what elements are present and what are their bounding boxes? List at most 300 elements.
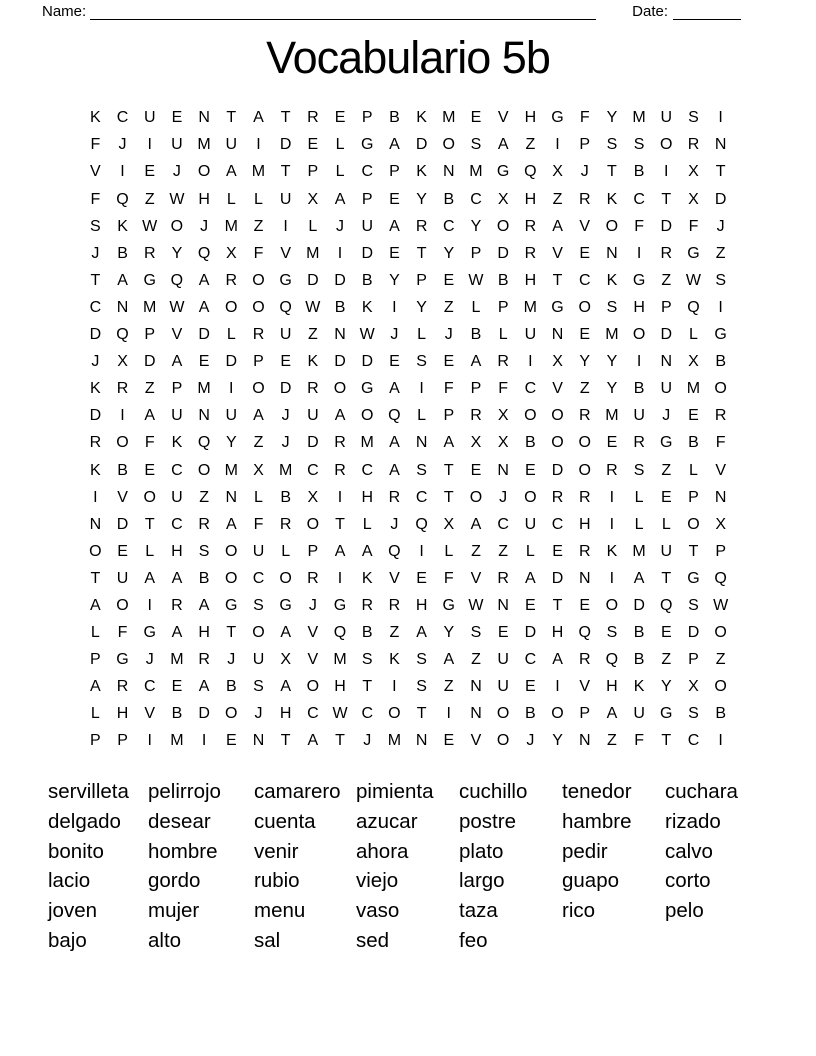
word-item: lacio	[48, 869, 91, 893]
grid-letter: O	[89, 542, 102, 560]
grid-letter: T	[335, 732, 345, 750]
word-item: bonito	[48, 839, 104, 863]
grid-letter: Z	[144, 380, 155, 398]
word-item: pimienta	[356, 780, 434, 803]
grid-letter: A	[334, 407, 346, 425]
grid-letter: T	[661, 569, 672, 587]
grid-letter: K	[606, 271, 618, 289]
grid-letter: K	[90, 109, 101, 127]
word-item: cuchillo	[459, 780, 528, 803]
grid-letter: P	[579, 705, 591, 723]
grid-letter: J	[390, 326, 399, 344]
grid-letter: L	[525, 542, 535, 560]
grid-letter: Z	[199, 488, 209, 506]
grid-letter: I	[664, 163, 669, 181]
date-label: Date:	[632, 3, 668, 20]
grid-letter: U	[524, 326, 537, 344]
grid-letter: S	[606, 136, 618, 154]
grid-letter: H	[633, 298, 645, 316]
word-item: ahora	[356, 839, 409, 863]
grid-letter: W	[305, 298, 321, 316]
grid-letter: C	[415, 488, 428, 506]
grid-letter: G	[279, 596, 292, 614]
grid-letter: X	[443, 515, 455, 533]
grid-letter: P	[688, 488, 699, 506]
grid-letter: A	[389, 380, 400, 398]
grid-letter: N	[415, 434, 428, 452]
word-item: guapo	[562, 869, 620, 893]
grid-letter: Z	[253, 434, 264, 452]
grid-letter: W	[142, 217, 158, 235]
word-item: gordo	[148, 869, 201, 893]
grid-letter: T	[416, 244, 427, 262]
grid-letter: G	[360, 380, 374, 398]
grid-letter: C	[551, 515, 564, 533]
grid-letter: T	[362, 678, 373, 696]
grid-letter: P	[497, 298, 509, 316]
word-item: camarero	[254, 780, 341, 803]
grid-letter: H	[578, 515, 591, 533]
grid-letter: Y	[606, 380, 618, 398]
grid-letter: Q	[415, 515, 428, 533]
grid-letter: P	[470, 380, 482, 398]
grid-letter: S	[416, 353, 427, 371]
grid-letter: O	[225, 569, 238, 587]
grid-letter: W	[468, 596, 484, 614]
grid-letter: L	[281, 542, 291, 560]
grid-letter: X	[688, 678, 699, 696]
grid-letter: M	[469, 163, 483, 181]
grid-letter: Z	[525, 136, 536, 154]
grid-letter: M	[197, 136, 211, 154]
grid-letter: S	[470, 624, 482, 642]
grid-letter: T	[226, 109, 237, 127]
grid-letter: A	[198, 271, 210, 289]
grid-letter: D	[198, 326, 210, 344]
grid-letter: S	[688, 705, 699, 723]
grid-letter: Y	[225, 434, 237, 452]
word-item: cuchara	[665, 780, 738, 803]
grid-letter: E	[606, 434, 618, 452]
grid-letter: D	[198, 705, 210, 723]
grid-letter: W	[713, 596, 729, 614]
grid-letter: E	[525, 461, 536, 479]
grid-letter: P	[144, 326, 156, 344]
grid-letter: K	[90, 380, 101, 398]
grid-letter: I	[337, 569, 343, 587]
grid-letter: J	[336, 217, 345, 235]
grid-letter: V	[144, 705, 156, 723]
word-item: delgado	[48, 809, 121, 833]
grid-letter: U	[116, 569, 129, 587]
grid-letter: X	[225, 244, 237, 262]
grid-letter: Q	[116, 326, 129, 344]
grid-letter: Z	[579, 380, 590, 398]
grid-letter: Z	[307, 326, 318, 344]
grid-letter: H	[334, 678, 346, 696]
grid-letter: A	[552, 217, 563, 235]
grid-letter: E	[171, 109, 183, 127]
grid-letter: J	[308, 596, 317, 614]
grid-letter: U	[252, 542, 265, 560]
grid-letter: B	[525, 434, 536, 452]
grid-letter: T	[552, 596, 563, 614]
grid-letter: J	[227, 651, 236, 669]
grid-letter: T	[90, 569, 101, 587]
grid-letter: Q	[605, 651, 619, 669]
grid-letter: O	[225, 705, 238, 723]
grid-letter: R	[279, 515, 292, 533]
grid-letter: P	[715, 542, 726, 560]
grid-letter: I	[120, 407, 125, 425]
word-item: bajo	[48, 928, 87, 952]
grid-letter: I	[609, 488, 615, 506]
grid-letter: H	[116, 705, 129, 723]
grid-letter: A	[225, 163, 237, 181]
grid-letter: O	[578, 434, 591, 452]
grid-letter: F	[117, 624, 128, 642]
grid-letter: O	[116, 596, 129, 614]
grid-letter: I	[256, 136, 261, 154]
grid-letter: I	[528, 353, 533, 371]
grid-letter: J	[363, 732, 372, 750]
grid-letter: O	[714, 380, 727, 398]
word-item: pedir	[562, 839, 608, 863]
grid-letter: W	[169, 190, 185, 208]
word-item-empty	[562, 926, 665, 956]
grid-letter: B	[117, 244, 128, 262]
grid-letter: Z	[715, 244, 726, 262]
grid-letter: Z	[661, 461, 672, 479]
grid-letter: C	[443, 217, 455, 235]
grid-letter: E	[389, 244, 400, 262]
grid-letter: I	[147, 732, 152, 750]
grid-letter: E	[443, 271, 455, 289]
grid-letter: I	[93, 488, 98, 506]
grid-letter: R	[388, 488, 401, 506]
grid-letter: T	[443, 488, 454, 506]
grid-letter: S	[688, 596, 699, 614]
grid-letter: V	[552, 380, 563, 398]
grid-letter: V	[307, 651, 319, 669]
grid-letter: A	[225, 515, 237, 533]
grid-letter: L	[254, 488, 263, 506]
grid-letter: I	[201, 732, 207, 750]
grid-letter: B	[497, 271, 509, 289]
grid-letter: Y	[416, 190, 427, 208]
grid-letter: B	[633, 380, 645, 398]
grid-letter: V	[470, 732, 482, 750]
grid-letter: E	[579, 244, 591, 262]
grid-letter: Y	[171, 244, 183, 262]
grid-letter: R	[198, 515, 210, 533]
grid-letter: F	[90, 136, 101, 154]
grid-letter: O	[605, 217, 619, 235]
grid-letter: J	[200, 217, 209, 235]
grid-letter: D	[225, 353, 238, 371]
grid-letter: Z	[607, 732, 617, 750]
grid-letter: A	[470, 515, 482, 533]
grid-letter: R	[388, 596, 401, 614]
grid-letter: D	[714, 190, 727, 208]
grid-letter: O	[252, 298, 265, 316]
grid-letter: A	[280, 678, 291, 696]
grid-letter: V	[552, 244, 563, 262]
grid-letter: D	[551, 569, 564, 587]
grid-letter: E	[416, 569, 427, 587]
grid-letter: A	[198, 678, 210, 696]
grid-letter: B	[334, 298, 346, 316]
grid-letter: N	[89, 515, 102, 533]
grid-letter: B	[633, 163, 645, 181]
grid-letter: J	[580, 163, 589, 181]
grid-letter: I	[147, 596, 152, 614]
grid-letter: L	[689, 326, 698, 344]
grid-letter: H	[279, 705, 292, 723]
grid-letter: C	[361, 163, 373, 181]
grid-letter: O	[143, 488, 156, 506]
word-item: mujer	[148, 899, 200, 923]
grid-letter: L	[226, 326, 236, 344]
grid-letter: O	[632, 326, 646, 344]
grid-letter: L	[362, 515, 372, 533]
grid-letter: B	[389, 109, 400, 127]
grid-letter: X	[688, 190, 699, 208]
grid-letter: Q	[333, 624, 347, 642]
grid-letter: A	[198, 298, 210, 316]
word-item: cuenta	[254, 809, 316, 833]
grid-letter: A	[280, 624, 291, 642]
grid-letter: A	[171, 569, 183, 587]
grid-letter: Q	[524, 163, 537, 181]
word-item: rico	[562, 899, 596, 923]
grid-letter: N	[415, 732, 428, 750]
grid-letter: O	[360, 407, 374, 425]
grid-letter: S	[361, 651, 373, 669]
grid-letter: T	[443, 461, 454, 479]
grid-letter: B	[361, 271, 373, 289]
grid-letter: C	[116, 109, 129, 127]
grid-letter: F	[253, 244, 264, 262]
grid-letter: V	[470, 569, 482, 587]
word-item: desear	[148, 809, 211, 833]
grid-letter: Z	[443, 678, 454, 696]
grid-letter: R	[578, 407, 591, 425]
grid-letter: L	[417, 407, 427, 425]
header	[0, 0, 816, 20]
grid-letter: N	[443, 163, 455, 181]
grid-letter: B	[361, 624, 373, 642]
grid-letter: S	[715, 271, 726, 289]
grid-letter: O	[578, 461, 591, 479]
grid-letter: T	[335, 515, 345, 533]
grid-letter: P	[307, 163, 319, 181]
grid-letter: D	[143, 353, 156, 371]
grid-letter: P	[660, 298, 672, 316]
grid-letter: Y	[660, 678, 672, 696]
grid-letter: I	[419, 542, 424, 560]
grid-letter: P	[579, 136, 591, 154]
grid-letter: S	[633, 136, 645, 154]
grid-letter: N	[252, 732, 265, 750]
grid-letter: A	[552, 651, 563, 669]
grid-letter: H	[524, 271, 537, 289]
grid-letter: K	[361, 569, 373, 587]
grid-letter: R	[578, 190, 591, 208]
grid-letter: O	[496, 217, 510, 235]
grid-letter: C	[633, 190, 645, 208]
grid-letter: D	[660, 326, 673, 344]
grid-letter: A	[334, 190, 346, 208]
grid-letter: H	[198, 190, 210, 208]
grid-letter: J	[281, 407, 290, 425]
grid-letter: R	[660, 244, 673, 262]
grid-letter: H	[198, 624, 210, 642]
grid-letter: K	[117, 217, 128, 235]
word-item: sal	[254, 928, 281, 952]
grid-letter: D	[334, 353, 346, 371]
grid-letter: E	[225, 732, 237, 750]
grid-letter: Z	[253, 217, 264, 235]
grid-letter: U	[633, 705, 645, 723]
grid-letter: F	[634, 732, 644, 750]
grid-letter: I	[718, 298, 723, 316]
grid-letter: U	[524, 515, 537, 533]
grid-letter: B	[443, 190, 455, 208]
grid-letter: A	[144, 569, 156, 587]
grid-letter: F	[253, 515, 264, 533]
grid-letter: E	[579, 596, 591, 614]
grid-letter: D	[660, 217, 673, 235]
grid-letter: C	[361, 705, 373, 723]
grid-letter: O	[469, 488, 483, 506]
grid-letter: S	[90, 217, 101, 235]
grid-letter: F	[715, 434, 726, 452]
grid-letter: M	[306, 244, 320, 262]
grid-letter: M	[278, 461, 293, 479]
grid-letter: L	[498, 326, 508, 344]
grid-letter: O	[225, 542, 238, 560]
grid-letter: E	[470, 109, 482, 127]
grid-letter: A	[90, 678, 101, 696]
grid-letter: L	[661, 515, 671, 533]
word-item: postre	[459, 809, 516, 833]
grid-letter: T	[661, 190, 672, 208]
grid-letter: R	[307, 109, 319, 127]
grid-letter: K	[307, 353, 319, 371]
grid-letter: Z	[661, 651, 672, 669]
grid-letter: I	[718, 732, 723, 750]
grid-letter: G	[660, 705, 673, 723]
grid-letter: A	[253, 109, 264, 127]
grid-letter: S	[416, 461, 427, 479]
grid-letter: Y	[470, 217, 482, 235]
grid-letter: U	[171, 488, 183, 506]
grid-letter: O	[714, 624, 727, 642]
grid-letter: N	[606, 244, 618, 262]
grid-letter: A	[443, 434, 455, 452]
grid-letter: O	[442, 136, 455, 154]
grid-letter: F	[443, 380, 454, 398]
grid-letter: E	[280, 353, 291, 371]
grid-letter: C	[307, 461, 319, 479]
grid-letter: G	[687, 569, 700, 587]
grid-letter: V	[171, 326, 183, 344]
word-item: azucar	[356, 809, 418, 833]
grid-letter: R	[307, 569, 319, 587]
grid-letter: Y	[443, 244, 455, 262]
grid-letter: C	[470, 190, 482, 208]
grid-letter: K	[389, 651, 400, 669]
grid-letter: D	[361, 244, 373, 262]
grid-letter: H	[551, 624, 564, 642]
grid-letter: T	[90, 271, 101, 289]
grid-letter: S	[416, 678, 427, 696]
grid-letter: L	[308, 217, 318, 235]
grid-letter: X	[280, 651, 291, 669]
word-item: rubio	[254, 869, 300, 893]
grid-letter: J	[172, 163, 181, 181]
grid-letter: F	[579, 109, 590, 127]
grid-letter: U	[660, 542, 673, 560]
grid-letter: P	[688, 651, 699, 669]
grid-letter: S	[688, 109, 699, 127]
grid-letter: G	[551, 298, 564, 316]
grid-letter: H	[171, 542, 183, 560]
grid-letter: A	[470, 353, 482, 371]
grid-letter: U	[497, 651, 509, 669]
grid-letter: M	[143, 298, 157, 316]
grid-letter: N	[497, 461, 509, 479]
word-item: vaso	[356, 899, 400, 923]
grid-letter: A	[389, 136, 400, 154]
grid-letter: P	[416, 271, 427, 289]
grid-letter: M	[224, 461, 238, 479]
grid-letter: P	[470, 244, 482, 262]
grid-letter: X	[552, 353, 563, 371]
grid-letter: J	[91, 244, 100, 262]
grid-letter: N	[497, 596, 509, 614]
grid-letter: R	[171, 596, 183, 614]
grid-letter: G	[360, 136, 374, 154]
grid-letter: N	[334, 326, 346, 344]
grid-letter: N	[198, 407, 210, 425]
grid-letter: G	[632, 271, 646, 289]
grid-letter: X	[688, 163, 699, 181]
grid-letter: O	[170, 217, 184, 235]
grid-letter: C	[171, 461, 183, 479]
grid-letter: I	[609, 515, 615, 533]
grid-letter: I	[229, 380, 234, 398]
grid-letter: E	[470, 461, 482, 479]
grid-letter: F	[634, 217, 644, 235]
grid-letter: B	[688, 434, 699, 452]
page-title: Vocabulario 5b	[266, 32, 550, 83]
grid-letter: J	[91, 353, 100, 371]
grid-letter: O	[605, 596, 619, 614]
grid-letter: O	[496, 732, 510, 750]
grid-letter: A	[171, 353, 183, 371]
grid-letter: L	[90, 624, 100, 642]
grid-letter: Y	[579, 353, 591, 371]
grid-letter: B	[117, 461, 128, 479]
grid-letter: N	[116, 298, 129, 316]
grid-letter: P	[361, 190, 373, 208]
grid-letter: R	[361, 596, 373, 614]
grid-letter: X	[307, 488, 319, 506]
grid-letter: I	[337, 488, 343, 506]
grid-letter: J	[118, 136, 127, 154]
